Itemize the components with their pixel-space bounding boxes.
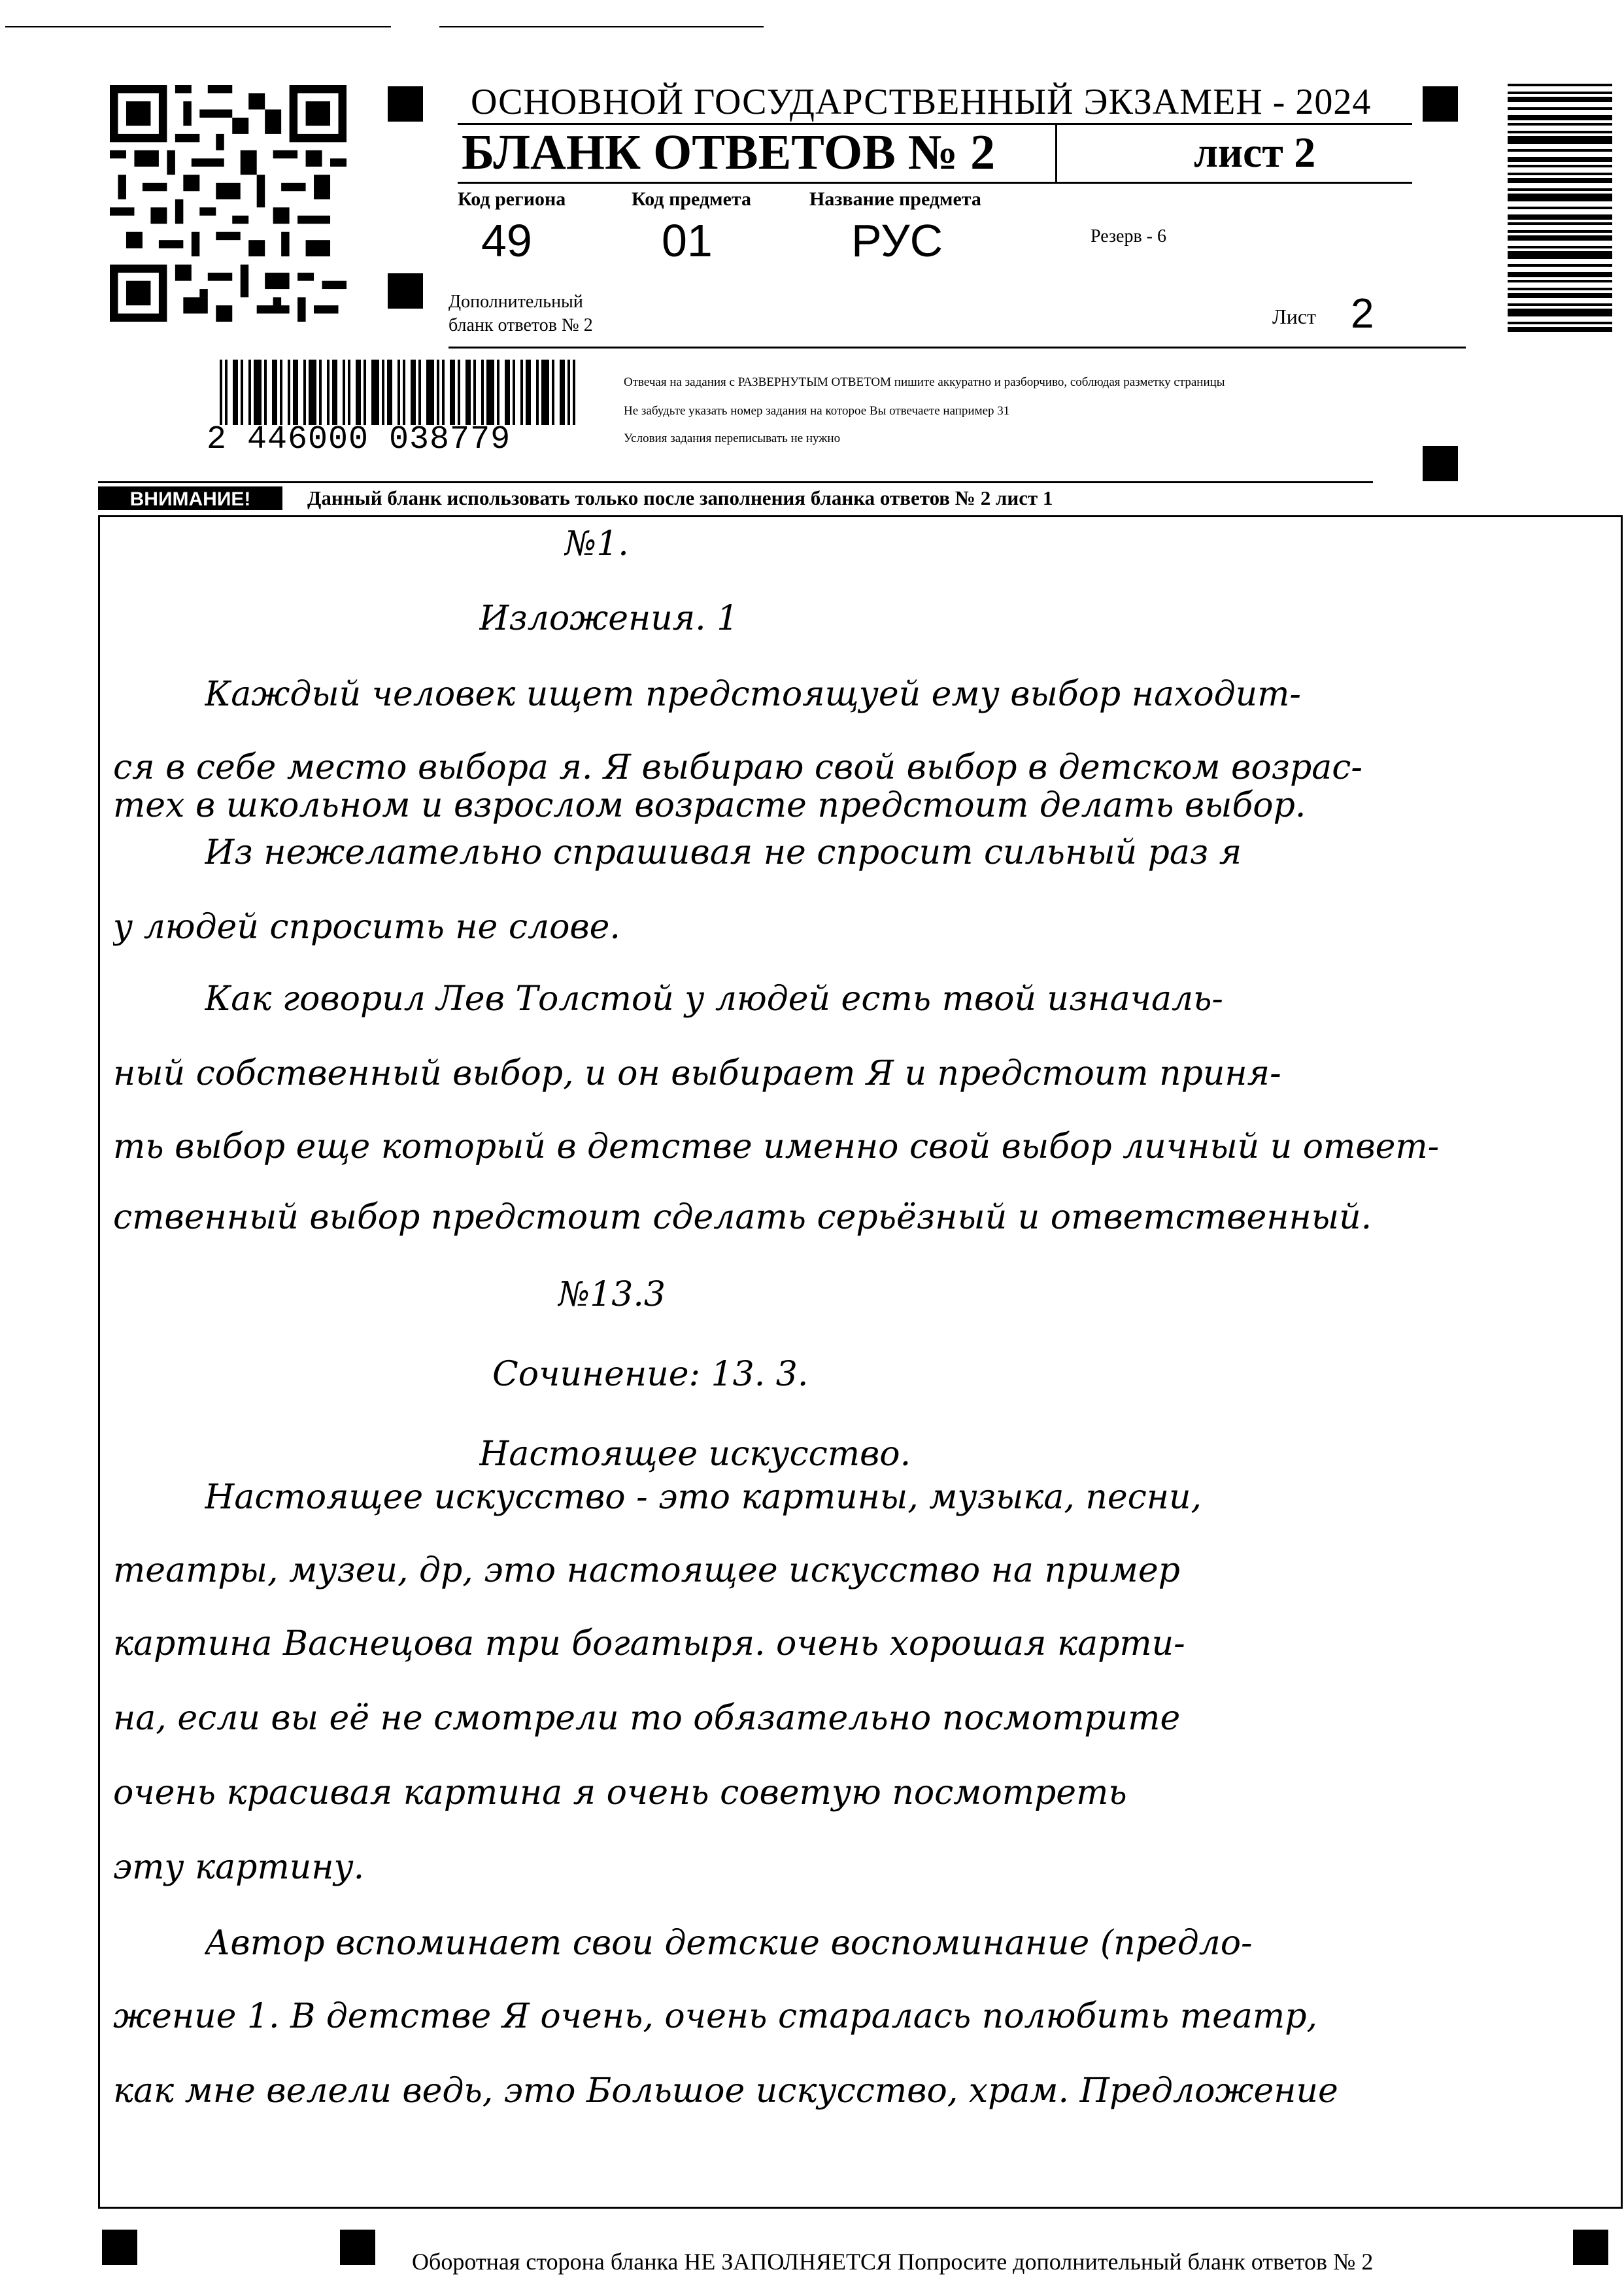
subject-name-label: Название предмета bbox=[809, 188, 981, 210]
registration-mark-top-right bbox=[1423, 86, 1458, 122]
handwriting-line: ть выбор еще который в детстве именно свой выбор личный и ответ- bbox=[113, 1127, 1440, 1166]
warning-badge: ВНИМАНИЕ! bbox=[98, 486, 282, 510]
handwriting-line: №13.3 bbox=[558, 1275, 666, 1314]
subject-name-value: РУС bbox=[851, 215, 943, 266]
registration-mark-bottom-center bbox=[340, 2230, 375, 2265]
handwriting-line: Каждый человек ищет предстоящуей ему выбор находит- bbox=[205, 675, 1301, 714]
top-rule-right bbox=[439, 26, 764, 27]
handwriting-line: ся в себе место выбора я. Я выбираю свой выбор в детском возрас- bbox=[113, 748, 1362, 787]
top-rule-left bbox=[5, 26, 391, 27]
instruction-line-3: Условия задания переписывать не нужно bbox=[624, 432, 841, 445]
handwriting-line: тех в школьном и взрослом возрасте предстоит делать выбор. bbox=[113, 786, 1306, 825]
handwriting-line: на, если вы её не смотрели то обязательно посмотрите bbox=[113, 1699, 1181, 1738]
barcode-linear bbox=[220, 360, 575, 425]
header-divider-vertical bbox=[1055, 123, 1057, 182]
handwriting-line: №1. bbox=[564, 524, 629, 564]
sheet-value: 2 bbox=[1351, 290, 1374, 337]
handwriting-line: Настоящее искусство. bbox=[479, 1435, 911, 1474]
handwriting-line: ственный выбор предстоит сделать серьёзный и ответственный. bbox=[113, 1198, 1372, 1237]
header-mid-rule bbox=[458, 182, 1412, 184]
region-label: Код региона bbox=[458, 188, 566, 210]
handwriting-line: Из нежелательно спрашивая не спросит сильный раз я bbox=[205, 833, 1242, 872]
region-value: 49 bbox=[481, 215, 532, 266]
footer-note: Оборотная сторона бланка НЕ ЗАПОЛНЯЕТСЯ Попросите дополнительный бланк ответов № 2 bbox=[412, 2249, 1374, 2275]
qr-code bbox=[110, 85, 347, 322]
registration-mark-bottom-left bbox=[102, 2230, 137, 2265]
barcode-vertical bbox=[1508, 84, 1612, 332]
handwriting-line: жение 1. В детстве Я очень, очень старалась полюбить театр, bbox=[113, 1997, 1318, 2036]
handwriting-line: очень красивая картина я очень советую посмотреть bbox=[113, 1773, 1127, 1812]
handwriting-line: картина Васнецова три богатыря. очень хорошая карти- bbox=[113, 1624, 1185, 1663]
instruction-line-1: Отвечая на задания с РАЗВЕРНУТЫМ ОТВЕТОМ пишите аккуратно и разборчиво, соблюдая разметку страницы bbox=[624, 375, 1225, 389]
exam-title: ОСНОВНОЙ ГОСУДАРСТВЕННЫЙ ЭКЗАМЕН - 2024 bbox=[471, 82, 1372, 122]
handwriting-line: театры, музеи, др, это настоящее искусство на пример bbox=[113, 1551, 1180, 1590]
handwriting-line: у людей спросить не слове. bbox=[113, 908, 620, 947]
handwriting-line: Изложения. 1 bbox=[479, 599, 739, 638]
handwriting-line: эту картину. bbox=[113, 1848, 365, 1887]
registration-mark-top-left bbox=[388, 86, 423, 122]
warning-rule bbox=[98, 481, 1373, 483]
barcode-number: 2 446000 038779 bbox=[207, 421, 511, 458]
reserve-label: Резерв - 6 bbox=[1091, 226, 1167, 246]
handwriting-line: Как говорил Лев Толстой у людей есть твой изначаль- bbox=[205, 979, 1223, 1019]
handwriting-line: Настоящее искусство - это картины, музыка, песни, bbox=[205, 1478, 1202, 1517]
registration-mark-mid-right bbox=[1423, 446, 1458, 481]
handwriting-line: Сочинение: 13. 3. bbox=[492, 1355, 809, 1394]
registration-mark-mid-left bbox=[388, 273, 423, 309]
instruction-line-2: Не забудьте указать номер задания на которое Вы отвечаете например 31 bbox=[624, 404, 1010, 418]
handwriting-line: ный собственный выбор, и он выбирает Я и предстоит приня- bbox=[113, 1054, 1281, 1093]
subject-code-value: 01 bbox=[662, 215, 713, 266]
blank-title: БЛАНК ОТВЕТОВ № 2 bbox=[462, 125, 996, 180]
handwriting-line: как мне велели ведь, это Большое искусство, храм. Предложение bbox=[113, 2071, 1338, 2111]
subject-code-label: Код предмета bbox=[632, 188, 751, 210]
registration-mark-bottom-right bbox=[1573, 2230, 1608, 2265]
answer-area bbox=[98, 515, 1623, 2209]
sheet-title: лист 2 bbox=[1194, 129, 1316, 177]
sheet-label: Лист bbox=[1272, 305, 1317, 328]
header-bottom-rule bbox=[448, 347, 1466, 348]
additional-blank-label-2: бланк ответов № 2 bbox=[448, 315, 593, 335]
additional-blank-label-1: Дополнительный bbox=[448, 292, 583, 312]
warning-text: Данный бланк использовать только после заполнения бланка ответов № 2 лист 1 bbox=[307, 486, 1053, 509]
handwriting-line: Автор вспоминает свои детские воспоминание (предло- bbox=[205, 1924, 1253, 1963]
